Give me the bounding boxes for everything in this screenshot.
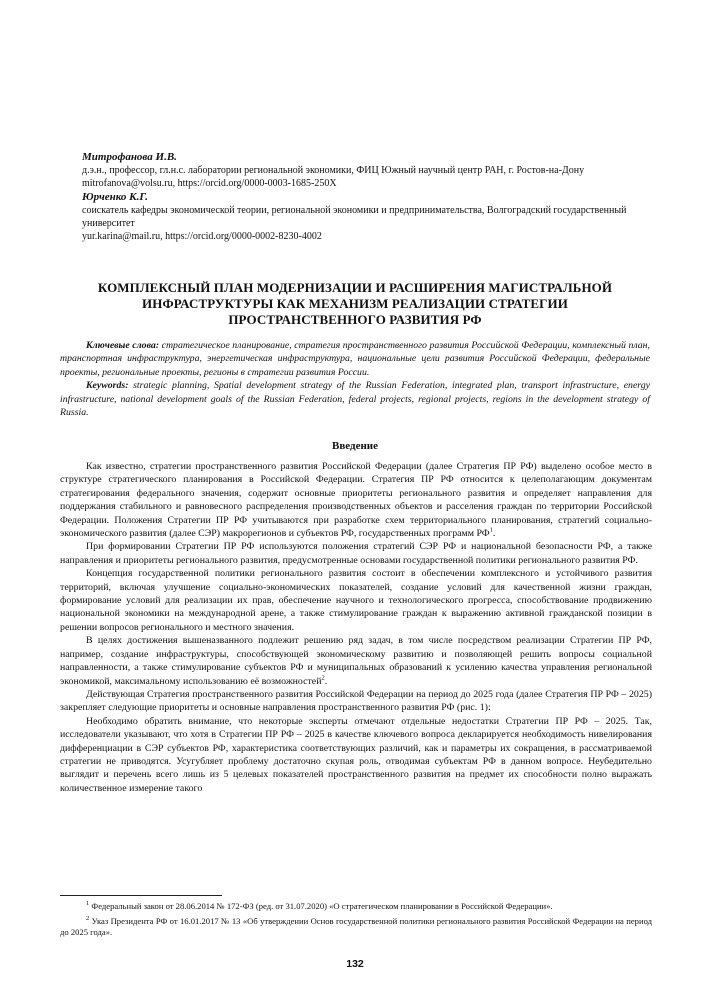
- keywords-label: Keywords:: [86, 380, 129, 392]
- footnotes: [60, 901, 652, 942]
- title-line: КОМПЛЕКСНЫЙ ПЛАН МОДЕРНИЗАЦИИ И РАСШИРЕНИЯ МАГИСТРАЛЬНОЙ: [97, 280, 613, 295]
- footnote-ref: 1: [489, 526, 493, 534]
- paragraph-text: В целях достижения вышеназванного подлежит решению ряд задач, в том числе посредством реализации Стратегии ПР РФ, например, создание инфраструктуры, способствующей экономическому развитию и позволяющей решить вопросы социальной направленности, а также стимулирование субъектов РФ и муниципальных образований к усилению качества управления региональной экономикой, максимальному использованию её возможностей: [60, 635, 652, 687]
- paragraph-text: .: [492, 528, 496, 540]
- footnote-separator: [60, 895, 222, 896]
- keywords-label: Ключевые слова:: [86, 340, 160, 351]
- author-name: Юрченко К.Г.: [82, 191, 148, 203]
- paragraph: Необходимо обратить внимание, что некоторые эксперты отмечают отдельные недостатки Стратегии ПР РФ – 2025. Так, исследователи указывают, что хотя в Стратегии ПР РФ – 2025 в качестве ключевого вопроса декларируется необходимость нивелирования дифференциации в СЭР субъектов РФ, характеристика соответствующих различий, как и параметры их сокращения, в рассматриваемой стратегии не приводятся. Усугубляет проблему достаточно скупая роль, отводимая субъектам РФ в данном вопросе. Неубедительно выглядит и перечень всего лишь из 5 целевых показателей пространственного развития на предмет их способности полно выражать количественное измерение такого: [60, 715, 652, 794]
- keywords-text: strategic planning, Spatial development strategy of the Russian Federation, integrated plan, transport infrastructure, energy infrastructure, national development goals of the Russian Federation, federal projects, regional projects, regions in the development strategy of Russia.: [60, 380, 650, 419]
- paper-title: [60, 280, 650, 328]
- authors-block: [82, 150, 642, 243]
- footnote: [60, 916, 652, 939]
- footnote-text: Указ Президента РФ от 16.01.2017 № 13 «Об утверждении Основ государственной политики регионального развития Российской Федерации на период до 2025 года».: [60, 915, 652, 938]
- title-line: ПРОСТРАНСТВЕННОГО РАЗВИТИЯ РФ: [228, 312, 482, 327]
- paragraph: [60, 634, 652, 688]
- title-line: ИНФРАСТРУКТУРЫ КАК МЕХАНИЗМ РЕАЛИЗАЦИИ СТРАТЕГИИ: [142, 296, 568, 311]
- paragraph: Действующая Стратегия пространственного развития Российской Федерации на период до 2025 года (далее Стратегия ПР РФ – 2025) закрепляет следующие приоритеты и основные направления пространственного развития РФ (рис. 1):: [60, 688, 652, 714]
- author-1: [82, 150, 642, 190]
- author-contacts: yur.karina@mail.ru, https://orcid.org/0000-0002-8230-4002: [82, 231, 322, 242]
- paragraph-text: .: [324, 675, 328, 687]
- footnote-ref: 2: [321, 674, 325, 682]
- keywords-text: стратегическое планирование, стратегия пространственного развития Российской Федерации, комплексный план, транспортная инфраструктура, энергетическая инфраструктура, национальные цели развития Российской Федерации, федеральные проекты, региональные проекты, регионы в стратегии развития России.: [60, 340, 650, 378]
- paragraph: Концепция государственной политики регионального развития состоит в обеспечении комплексного и устойчивого развития территорий, включая улучшение социально-экономических показателей, создание условий для качественной жизни граждан, формирование условий для реализации их прав, обеспечение научного и технологического прогресса, способствование продвижению национальной экономики на международной арене, а также стимулирование граждан к выражению активной гражданской позиции в решении вопросов регионального и местного значения.: [60, 568, 652, 633]
- paragraph: При формировании Стратегии ПР РФ используются положения стратегий СЭР РФ и национальной безопасности РФ, а также направления и приоритеты регионального развития, предусмотренные основами государственной политики регионального развития РФ.: [60, 541, 652, 566]
- page-number: 132: [346, 958, 364, 970]
- body-text: [60, 460, 652, 795]
- footnote: [60, 901, 652, 913]
- author-name: Митрофанова И.В.: [82, 151, 177, 163]
- keywords-english: [60, 379, 650, 419]
- footnote-mark: 1: [86, 900, 90, 908]
- keywords-block: [60, 339, 650, 419]
- author-contacts: mitrofanova@volsu.ru, https://orcid.org/0000-0003-1685-250X: [82, 178, 337, 189]
- paragraph-text: Как известно, стратегии пространственного развития Российской Федерации (далее Стратегия ПР РФ) выделено особое место в структуре стратегического планирования в Российской Федерации. Стратегия ПР РФ относится к целеполагающим документам стратегирования федерального значения, содержит основные приоритеты регионального развития и определяет направления для поддержания стабильного и равновесного распределения производственных объектов и расселения граждан по территории Российской Федерации. Положения Стратегии ПР РФ учитываются при разработке схем территориального планирования, стратегий социально-экономического развития (далее СЭР) макрорегионов и субъектов РФ, государственных программ РФ: [60, 461, 652, 540]
- keywords-russian: [60, 339, 650, 379]
- paragraph: [60, 460, 652, 540]
- author-2: [82, 190, 642, 243]
- author-affiliation: соискатель кафедры экономической теории, региональной экономики и предпринимательства, Волгоградский государственный университет: [82, 205, 627, 229]
- footnote-mark: 2: [86, 914, 90, 922]
- footnote-text: Федеральный закон от 28.06.2014 № 172-ФЗ (ред. от 31.07.2020) «О стратегическом планировании в Российской Федерации».: [89, 901, 553, 911]
- author-affiliation: д.э.н., профессор, гл.н.с. лаборатории региональной экономики, ФИЦ Южный научный центр РАН, г. Ростов-на-Дону: [82, 165, 585, 176]
- section-heading: Введение: [331, 440, 379, 452]
